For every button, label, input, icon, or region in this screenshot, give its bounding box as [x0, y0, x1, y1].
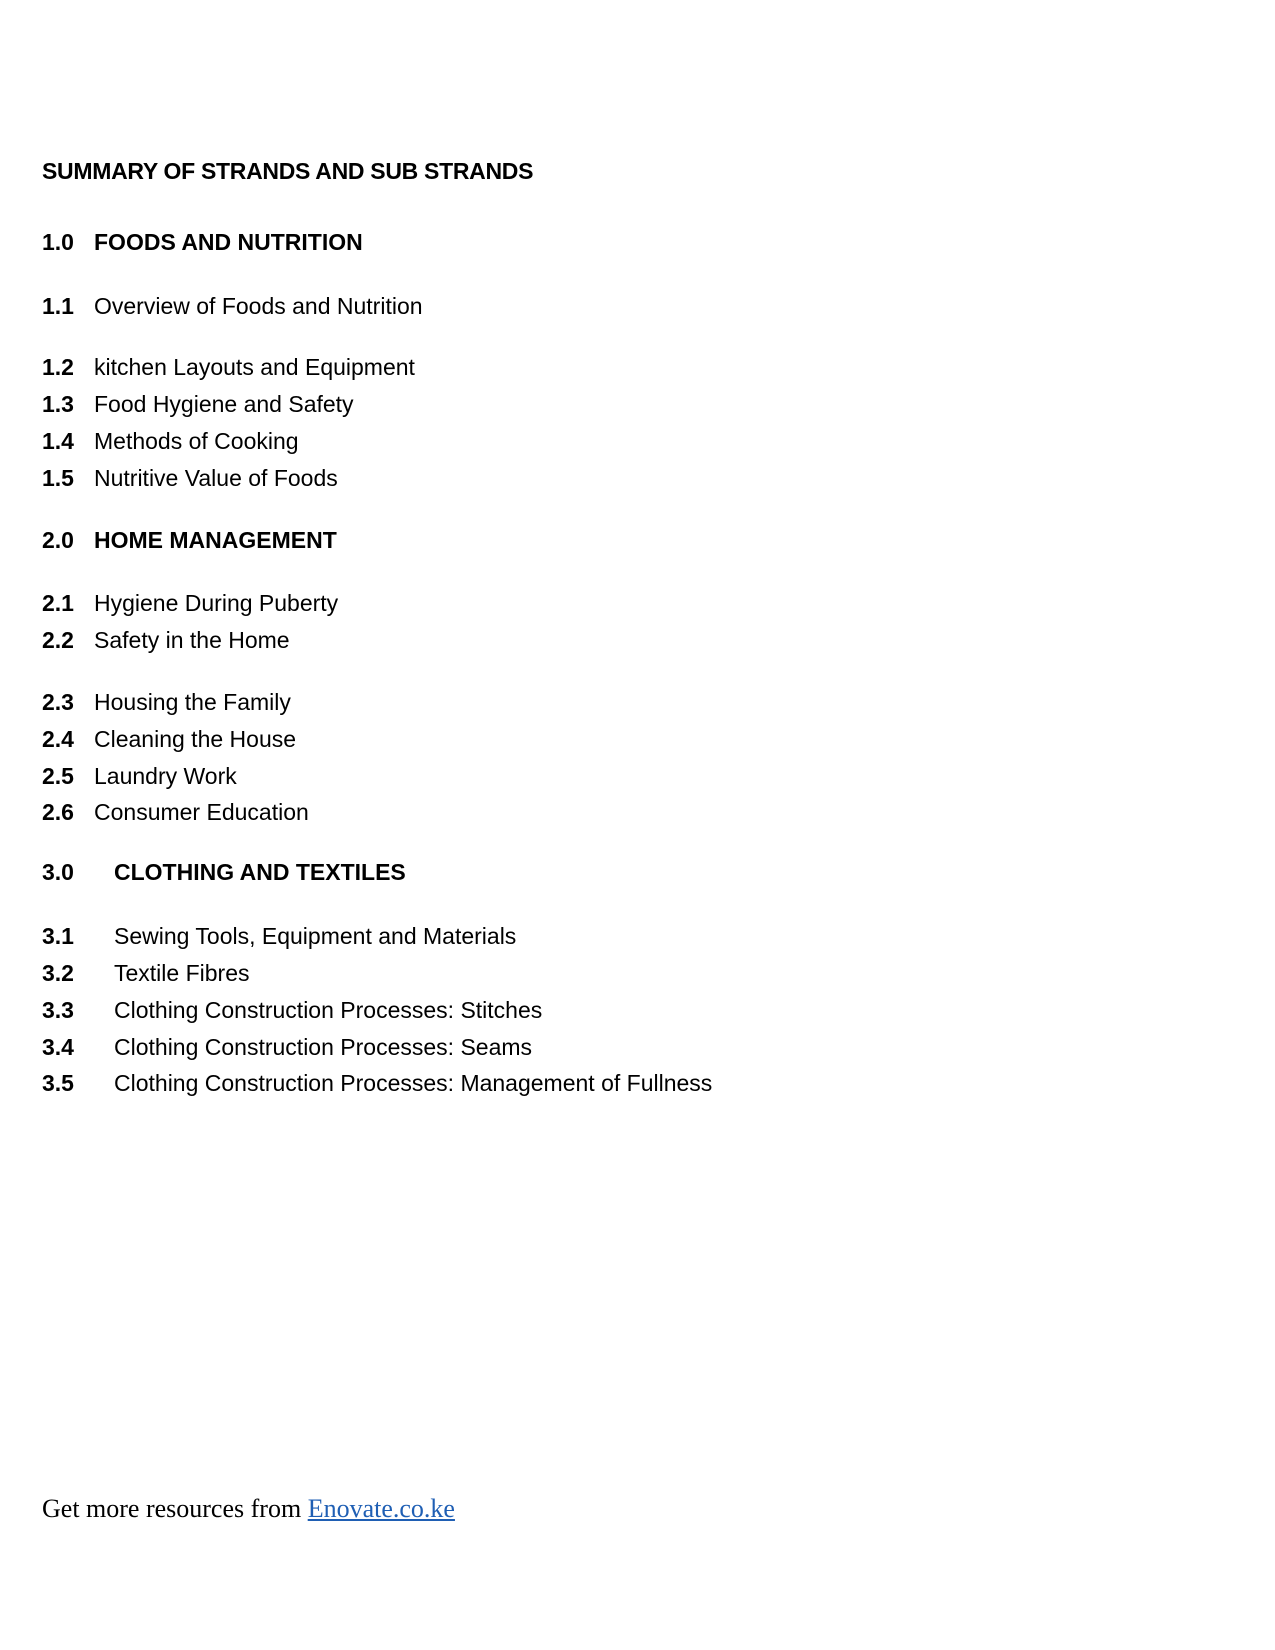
substrand-item — [42, 1033, 532, 1061]
substrand-number: 3.3 — [42, 997, 74, 1023]
substrand-label: Consumer Education — [94, 799, 309, 825]
substrand-label: Methods of Cooking — [94, 428, 299, 454]
substrand-number: 3.1 — [42, 923, 74, 949]
substrand-number: 3.4 — [42, 1034, 74, 1060]
strand-label: CLOTHING AND TEXTILES — [114, 859, 406, 885]
substrand-label: kitchen Layouts and Equipment — [94, 354, 415, 380]
substrand-label: Sewing Tools, Equipment and Materials — [114, 923, 517, 949]
substrand-number: 1.2 — [42, 354, 74, 380]
substrand-number: 2.1 — [42, 590, 74, 616]
strand-number: 1.0 — [42, 229, 74, 255]
substrand-label: Overview of Foods and Nutrition — [94, 293, 423, 319]
substrand-number: 1.3 — [42, 391, 74, 417]
substrand-number: 3.5 — [42, 1070, 74, 1096]
substrand-label: Clothing Construction Processes: Stitches — [114, 997, 543, 1023]
substrand-label: Cleaning the House — [94, 726, 297, 752]
substrand-label: Laundry Work — [94, 763, 237, 789]
footer-text: Get more resources from — [42, 1494, 308, 1523]
substrand-number: 1.4 — [42, 428, 74, 454]
substrand-item — [42, 589, 338, 617]
substrand-item — [42, 464, 338, 492]
strand-number: 3.0 — [42, 859, 74, 885]
substrand-number: 2.3 — [42, 689, 74, 715]
substrand-label: Clothing Construction Processes: Seams — [114, 1034, 533, 1060]
substrand-number: 2.6 — [42, 799, 74, 825]
substrand-item — [42, 996, 542, 1024]
substrand-label: Safety in the Home — [94, 627, 290, 653]
footer — [42, 1494, 455, 1524]
substrand-item — [42, 1069, 712, 1097]
substrand-number: 1.1 — [42, 293, 74, 319]
strand-number: 2.0 — [42, 527, 74, 553]
substrand-label: Food Hygiene and Safety — [94, 391, 354, 417]
substrand-number: 3.2 — [42, 960, 74, 986]
substrand-item — [42, 626, 290, 654]
substrand-label: Textile Fibres — [114, 960, 250, 986]
substrand-number: 2.2 — [42, 627, 74, 653]
substrand-item — [42, 725, 296, 753]
substrand-label: Hygiene During Puberty — [94, 590, 339, 616]
substrand-label: Nutritive Value of Foods — [94, 465, 338, 491]
substrand-item — [42, 427, 299, 455]
strand-heading — [42, 228, 363, 256]
substrand-item — [42, 292, 423, 320]
substrand-item — [42, 390, 354, 418]
substrand-item — [42, 922, 516, 950]
substrand-number: 1.5 — [42, 465, 74, 491]
substrand-item — [42, 959, 249, 987]
strand-heading — [42, 858, 406, 886]
strand-label: FOODS AND NUTRITION — [94, 229, 363, 255]
substrand-number: 2.4 — [42, 726, 74, 752]
substrand-label: Clothing Construction Processes: Management of Fullness — [114, 1070, 713, 1096]
substrand-item — [42, 762, 237, 790]
substrand-number: 2.5 — [42, 763, 74, 789]
substrand-item — [42, 798, 309, 826]
strand-label: HOME MANAGEMENT — [94, 527, 337, 553]
substrand-item — [42, 688, 291, 716]
substrand-label: Housing the Family — [94, 689, 291, 715]
strand-heading — [42, 526, 337, 554]
document-title: SUMMARY OF STRANDS AND SUB STRANDS — [42, 158, 534, 184]
substrand-item — [42, 353, 415, 381]
enovate-link[interactable]: Enovate.co.ke — [307, 1494, 455, 1523]
